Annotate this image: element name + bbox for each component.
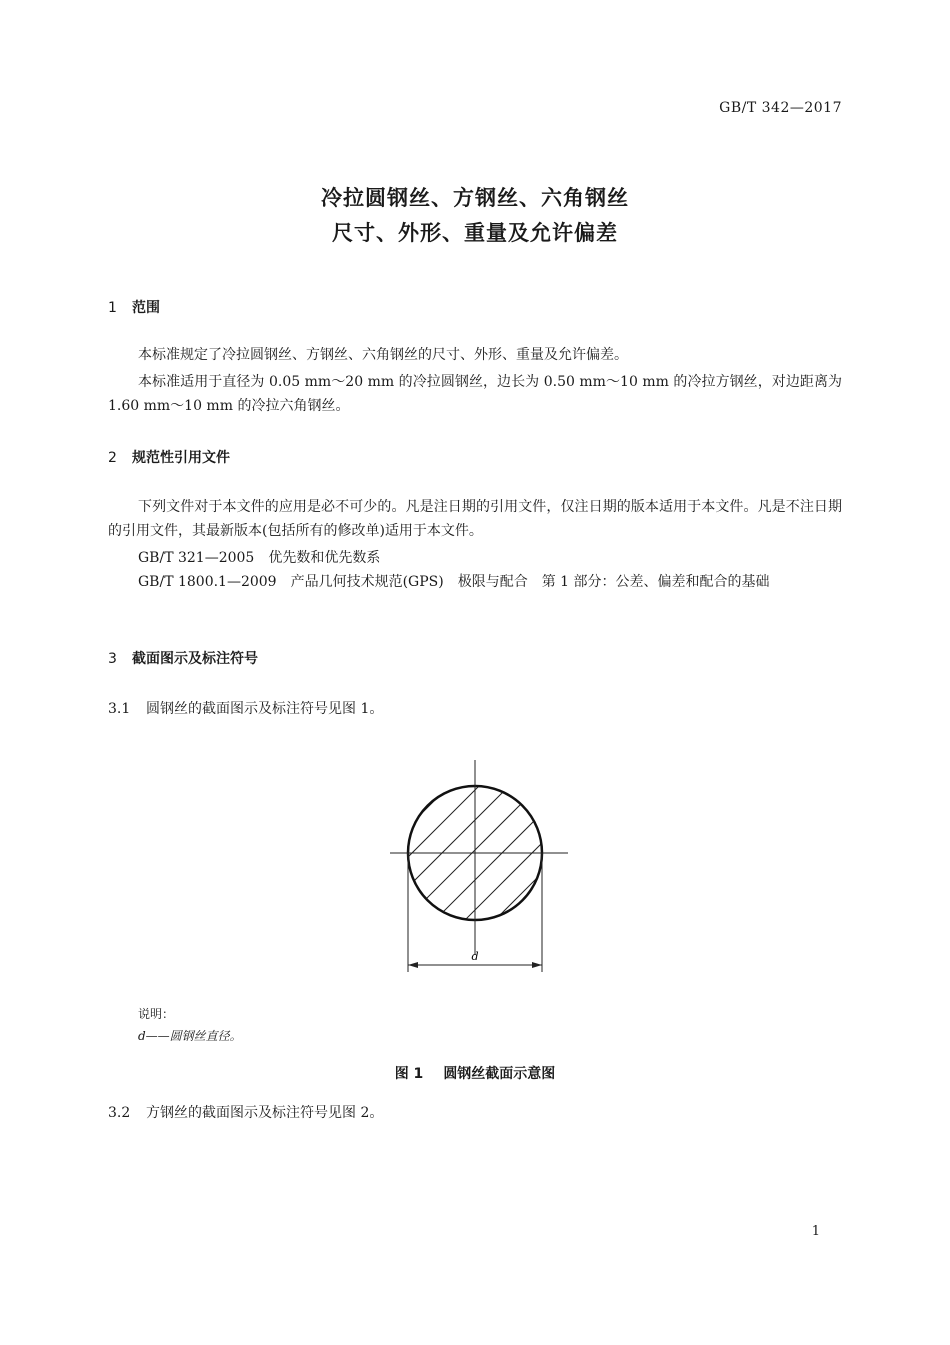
- dimension-label-d: d: [471, 950, 479, 963]
- subsection-3-2-text: 方钢丝的截面图示及标注符号见图 2。: [146, 1105, 384, 1121]
- dimension-arrow-left: [408, 962, 418, 968]
- figure-1-number: 图 1: [394, 1066, 424, 1082]
- page-number: 1: [811, 1224, 820, 1239]
- figure-note-title: 说明：: [138, 1007, 175, 1021]
- document-title-line2: 尺寸、外形、重量及允许偏差: [332, 221, 618, 245]
- reference-gbt1800: GB/T 1800.1—2009 产品几何技术规范(GPS) 极限与配合 第 1 部分：公差、偏差和配合的基础: [138, 574, 770, 590]
- section-3-heading: [108, 648, 258, 668]
- section-3-title: 截面图示及标注符号: [132, 651, 258, 667]
- document-title-line1: 冷拉圆钢丝、方钢丝、六角钢丝: [321, 186, 629, 210]
- figure-1-title: 圆钢丝截面示意图: [443, 1066, 556, 1082]
- section-1-number: 1: [108, 300, 117, 316]
- section-3-number: 3: [108, 651, 117, 667]
- section-2-heading: [108, 447, 230, 467]
- reference-gbt321: GB/T 321—2005 优先数和优先数系: [138, 550, 381, 566]
- hatch-line: [380, 760, 550, 885]
- section-2-number: 2: [108, 450, 117, 466]
- round-wire-cross-section-figure: [380, 760, 580, 980]
- section-2-para1: 下列文件对于本文件的应用是必不可少的。凡是注日期的引用文件，仅注日期的版本适用于本文件。凡是不注日期的引用文件，其最新版本(包括所有的修改单)适用于本文件。: [108, 499, 842, 539]
- section-1-para1: 本标准规定了冷拉圆钢丝、方钢丝、六角钢丝的尺寸、外形、重量及允许偏差。: [138, 347, 628, 363]
- section-1-heading: [108, 297, 160, 317]
- figure-1-caption: [0, 1063, 950, 1083]
- dimension-arrow-right: [532, 962, 542, 968]
- subsection-3-1-number: 3.1: [108, 701, 131, 717]
- subsection-3-2-number: 3.2: [108, 1105, 131, 1121]
- section-1-para2: 本标准适用于直径为 0.05 mm～20 mm 的冷拉圆钢丝，边长为 0.50 mm～10 mm 的冷拉方钢丝，对边距离为 1.60 mm～10 mm 的冷拉六角钢丝。: [108, 374, 842, 414]
- subsection-3-1: [108, 698, 383, 718]
- figure-note-line: d——圆钢丝直径。: [138, 1029, 242, 1043]
- hatch-line: [425, 835, 580, 980]
- section-1-title: 范围: [132, 300, 160, 316]
- subsection-3-2: [108, 1102, 383, 1122]
- subsection-3-1-text: 圆钢丝的截面图示及标注符号见图 1。: [146, 701, 384, 717]
- section-2-title: 规范性引用文件: [132, 450, 230, 466]
- hatch-line: [380, 760, 550, 915]
- standard-number: GB/T 342—2017: [719, 100, 842, 116]
